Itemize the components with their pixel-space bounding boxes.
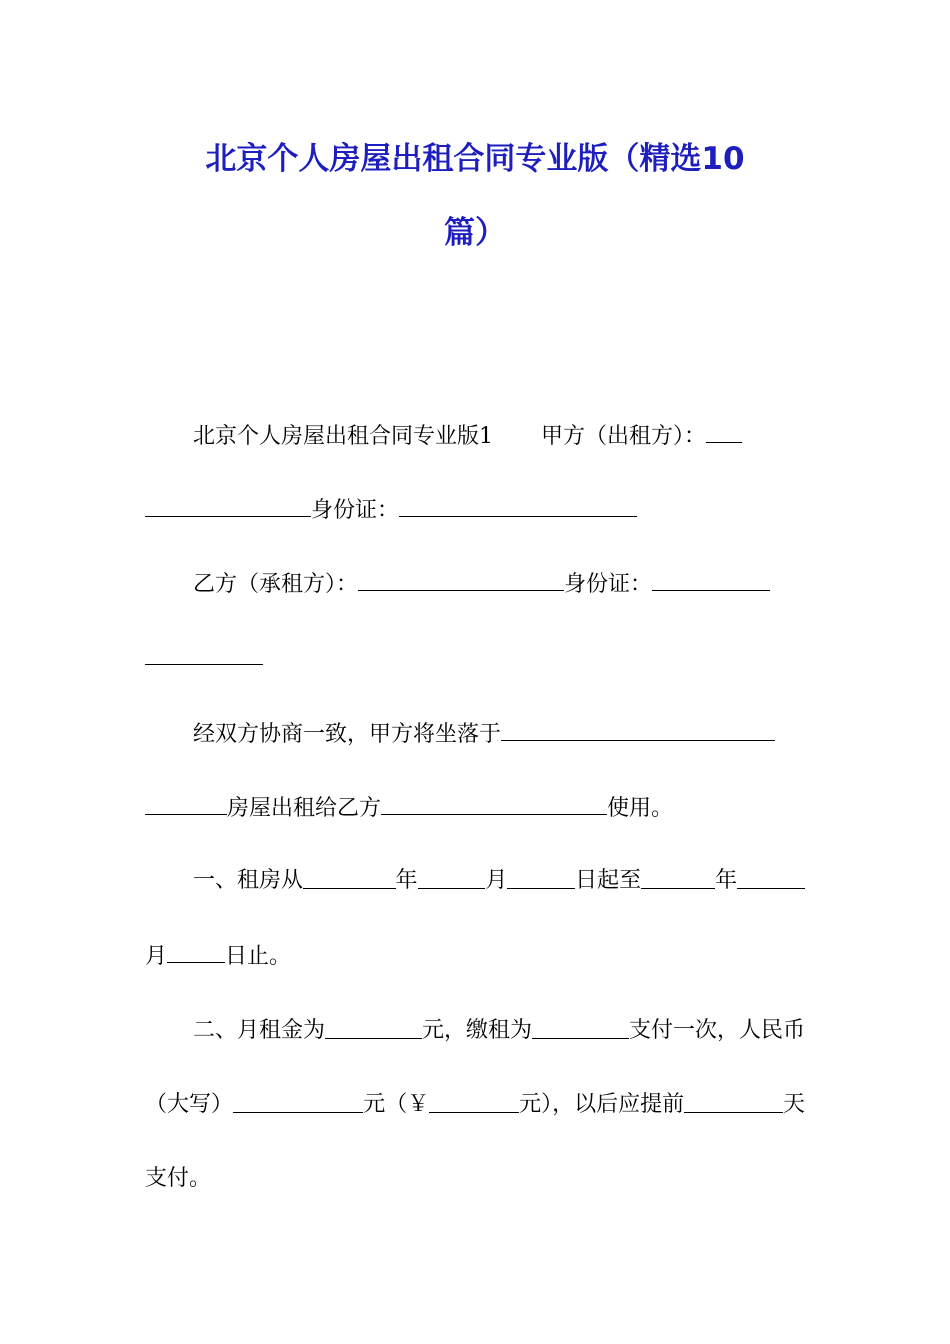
paragraph-line-8 — [145, 940, 805, 972]
monthly-rent-blank — [325, 1016, 422, 1039]
paragraph-line-5 — [193, 718, 805, 750]
title-line-2: 篇） — [444, 215, 506, 251]
year-label: 年 — [395, 868, 418, 893]
party-b-name-blank — [358, 568, 564, 591]
payment-once-text: 支付一次，人民币 — [629, 1018, 805, 1043]
end-day-blank — [167, 940, 225, 963]
party-a-name-blank — [145, 494, 311, 517]
monthly-rent-text: 二、月租金为 — [193, 1018, 326, 1043]
paragraph-line-6 — [145, 792, 805, 824]
month-label: 月 — [485, 868, 508, 893]
usage-text: 使用。 — [607, 796, 674, 821]
term-start-text: 一、租房从 — [193, 868, 304, 893]
paragraph-line-9 — [193, 1016, 805, 1046]
paragraph-line-1 — [193, 420, 805, 452]
party-b-id-label: 身份证： — [564, 572, 653, 597]
usage-blank — [381, 792, 607, 815]
paragraph-line-11 — [145, 1164, 805, 1194]
party-b-id-blank-cont — [145, 642, 263, 665]
title-line-1: 北京个人房屋出租合同专业版（精选10 — [205, 141, 745, 177]
paragraph-line-7 — [193, 866, 805, 896]
advance-days-blank — [684, 1090, 783, 1113]
end-day-label: 日止。 — [225, 944, 292, 969]
paragraph-line-2 — [145, 494, 805, 526]
party-a-id-label: 身份证： — [311, 498, 400, 523]
party-a-label: 甲方（出租方）： — [541, 424, 707, 449]
rent-to-text: 房屋出租给乙方 — [227, 796, 382, 821]
end-year-blank — [641, 866, 715, 889]
end-year-label: 年 — [715, 868, 738, 893]
party-b-id-blank — [652, 568, 770, 591]
payment-end-text: 支付。 — [145, 1166, 212, 1191]
party-a-blank — [706, 420, 742, 443]
start-day-blank — [507, 866, 575, 889]
party-b-label: 乙方（承租方）： — [193, 572, 359, 597]
payment-cycle-text: 元，缴租为 — [422, 1018, 533, 1043]
payment-cycle-blank — [532, 1016, 629, 1039]
party-a-id-blank — [399, 494, 637, 517]
advance-text: 元），以后应提前 — [519, 1092, 685, 1117]
day-until-label: 日起至 — [575, 868, 642, 893]
location-blank-cont — [145, 792, 227, 815]
yuan-symbol-text: 元（￥ — [363, 1092, 430, 1117]
document-title — [145, 122, 805, 270]
end-month-label: 月 — [145, 944, 168, 969]
start-month-blank — [418, 866, 486, 889]
days-label: 天 — [782, 1092, 805, 1117]
contract-heading: 北京个人房屋出租合同专业版1 — [193, 424, 493, 449]
paragraph-line-3 — [193, 568, 805, 600]
location-blank — [501, 718, 775, 741]
capital-amount-label: （大写） — [145, 1092, 234, 1117]
end-month-blank — [737, 866, 805, 889]
location-text: 经双方协商一致，甲方将坐落于 — [193, 722, 502, 747]
paragraph-line-4 — [145, 642, 805, 674]
numeric-amount-blank — [429, 1090, 519, 1113]
paragraph-line-10 — [145, 1090, 805, 1120]
start-year-blank — [303, 866, 395, 889]
capital-amount-blank — [233, 1090, 363, 1113]
